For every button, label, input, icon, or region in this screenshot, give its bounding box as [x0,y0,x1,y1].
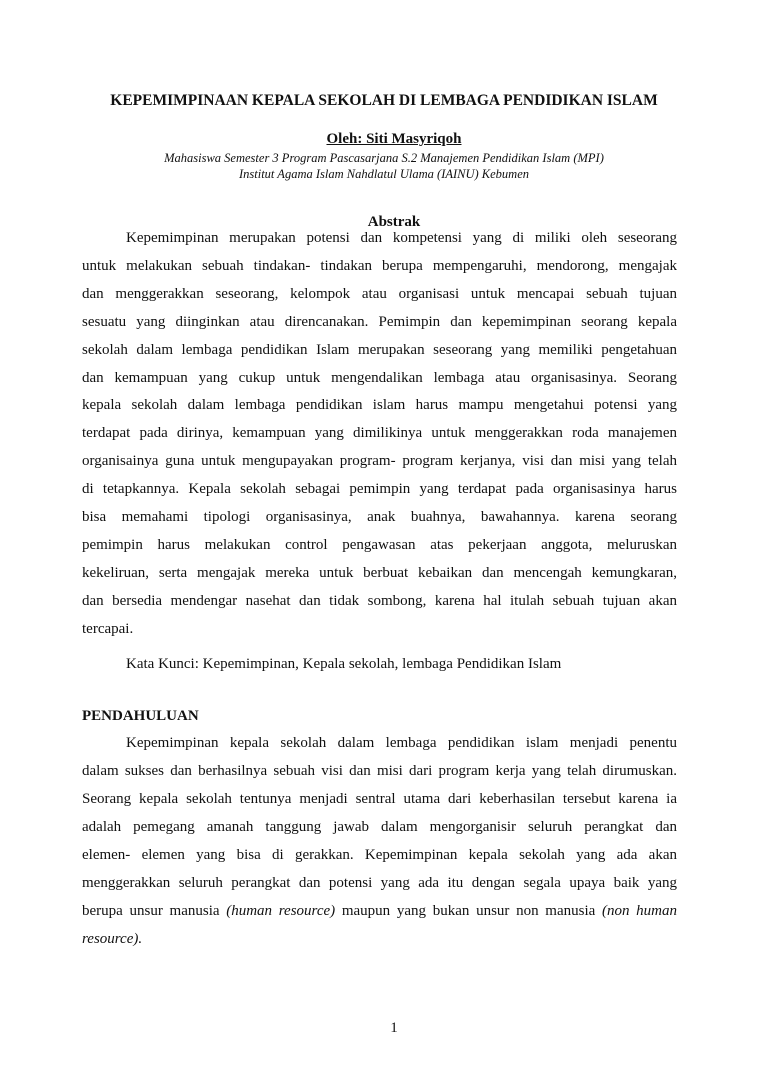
author: Oleh: Siti Masyriqoh [326,131,462,147]
italic-term: (non human [601,903,678,919]
paragraph-line: adalah pemegang amanah tanggung jawab dalam mengorganisir seluruh perangkat dan [82,819,677,835]
paragraph-line: Kepemimpinan merupakan potensi dan kompetensi yang di miliki oleh seseorang [126,230,677,246]
paragraph-line: kekeliruan, serta mengajak mereka untuk berbuat kebaikan dan mencengah kemungkaran, [82,564,677,581]
document-title: KEPEMIMPINAAN KEPALA SEKOLAH DI LEMBAGA PENDIDIKAN ISLAM [110,92,658,109]
paragraph-line: dan menggerakkan seseorang, kelompok atau organisasi untuk mencapai sebuah tujuan [82,285,677,302]
paragraph-line: dalam sukses dan berhasilnya sebuah visi dan misi dari program kerja yang telah dirumuskan. [82,763,677,779]
italic-term: (human resource) [226,903,336,919]
text-segment: berupa unsur manusia [82,903,227,919]
paragraph-line: tercapai. [82,620,134,637]
paragraph-line: di tetapkannya. Kepala sekolah sebagai pemimpin yang terdapat pada organisasinya harus [82,481,677,498]
paragraph-line: pemimpin harus melakukan control pengawasan atas pekerjaan anggota, meluruskan [82,536,677,553]
intro-heading: PENDAHULUAN [82,708,199,724]
paragraph-line: dan kemampuan yang cukup untuk mengendalikan lembaga atau organisasinya. Seorang [82,369,677,386]
paragraph-line: Kepemimpinan kepala sekolah dalam lembaga pendidikan islam menjadi penentu [126,735,677,751]
page-number: 1 [390,1020,398,1036]
keywords: Kata Kunci: Kepemimpinan, Kepala sekolah, lembaga Pendidikan Islam [126,656,562,672]
paragraph-line: menggerakkan seluruh perangkat dan potensi yang ada itu dengan segala upaya baik yang [82,875,677,891]
paragraph-line: Seorang kepala sekolah tentunya menjadi sentral utama dari keberhasilan tersebut karena ia [82,791,677,807]
paragraph-line [82,901,677,921]
text-segment: maupun yang bukan unsur non manusia [335,903,602,919]
affiliation-program: Mahasiswa Semester 3 Program Pascasarjana S.2 Manajemen Pendidikan Islam (MPI) [164,151,604,165]
paragraph-line: elemen- elemen yang bisa di gerakkan. Kepemimpinan kepala sekolah yang ada akan [82,847,677,863]
affiliation-institute: Institut Agama Islam Nahdlatul Ulama (IAINU) Kebumen [238,167,530,181]
abstract-heading: Abstrak [367,214,421,230]
paragraph-line: sesuatu yang diinginkan atau direncanakan. Pemimpin dan kepemimpinan seorang kepala [82,313,677,330]
paragraph-line: untuk melakukan sebuah tindakan- tindakan berupa mempengaruhi, mendorong, mengajak [82,257,677,274]
paragraph-line: dan bersedia mendengar nasehat dan tidak sombong, karena hal itulah sebuah tujuan akan [82,592,677,609]
paragraph-line: bisa memahami tipologi organisasinya, anak buahnya, bawahannya. karena seorang [82,509,677,525]
paragraph-line: kepala sekolah dalam lembaga pendidikan islam harus mampu mengetahui potensi yang [82,397,677,414]
paragraph-line: resource). [82,931,143,947]
paragraph-line: sekolah dalam lembaga pendidikan Islam merupakan seseorang yang memiliki pengetahuan [82,341,677,358]
paragraph-line: terdapat pada dirinya, kemampuan yang dimilikinya untuk menggerakkan roda manajemen [82,425,677,442]
paragraph-line: organisainya guna untuk mengupayakan program- program kerjanya, visi dan misi yang telah [82,453,677,470]
